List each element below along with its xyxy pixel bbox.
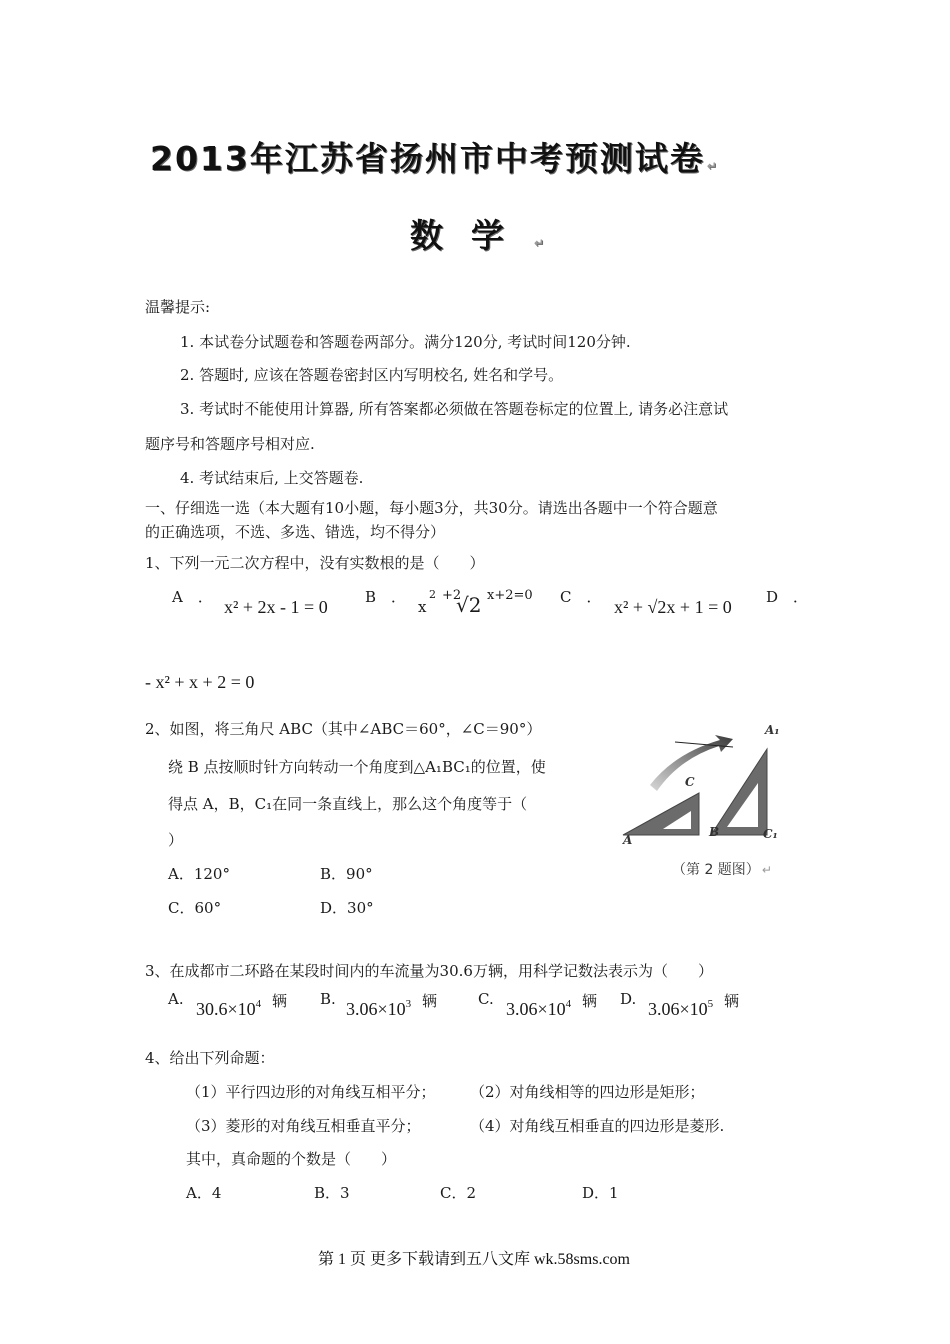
return-mark-icon: ↵ [761, 863, 772, 877]
q3-a-base: 30.6×10 [196, 999, 256, 1019]
page-subtitle [410, 210, 572, 257]
q3-option-b-unit: 辆 [422, 992, 438, 1010]
return-mark-icon: ↵ [706, 159, 719, 173]
sqrt-icon: √2 [456, 593, 482, 617]
q3-d-base: 3.06×10 [648, 999, 708, 1019]
question-2-line4: ） [168, 831, 184, 849]
q4-option-d: D．1 [582, 1184, 619, 1202]
q3-option-a-label: A. [168, 990, 184, 1008]
tip-item: 3. 考试时不能使用计算器, 所有答案都必须做在答题卷标定的位置上, 请务必注意试 [180, 400, 729, 418]
section-heading-cont: 的正确选项，不选、多选、错选，均不得分） [145, 523, 446, 541]
tip-item: 2. 答题时, 应该在答题卷密封区内写明校名, 姓名和学号。 [180, 366, 564, 384]
page-title [150, 133, 719, 180]
q1-b-exponent: 2 [429, 588, 436, 601]
title-text: 2013年江苏省扬州市中考预测试卷 [150, 139, 705, 178]
q3-option-c-label: C. [478, 990, 494, 1008]
question-4-stem: 4、给出下列命题： [145, 1049, 275, 1067]
tips-heading: 温馨提示: [145, 298, 211, 316]
figure-label-b: B [709, 825, 720, 839]
q3-option-a-expr [196, 998, 261, 1020]
q3-option-c-unit: 辆 [582, 992, 598, 1010]
return-mark-icon: ↵ [534, 236, 573, 250]
triangle-figure [615, 725, 795, 855]
subtitle-text: 数学 [410, 216, 532, 255]
q4-proposition-3: （3）菱形的对角线互相垂直平分； [186, 1117, 421, 1135]
q4-option-b: B．3 [314, 1184, 350, 1202]
tip-item: 1. 本试卷分试题卷和答题卷两部分。满分120分, 考试时间120分钟. [180, 333, 631, 351]
figure-label-a: A [623, 833, 633, 847]
question-2-line2: 绕 B 点按顺时针方向转动一个角度到△A₁BC₁的位置，使 [168, 758, 546, 776]
q2-option-c: C．60° [168, 899, 222, 917]
q4-ask: 其中，真命题的个数是（ ） [186, 1150, 397, 1168]
figure-caption-text: （第 2 题图） [672, 862, 760, 878]
figure-label-a1: A₁ [765, 723, 780, 737]
q1-option-a-label: A ． [172, 588, 213, 606]
q3-a-exp: 4 [255, 998, 262, 1010]
q3-c-base: 3.06×10 [506, 999, 566, 1019]
q1-b-plus: +2 [442, 588, 462, 603]
q1-option-a-expr: x² + 2x - 1 = 0 [224, 597, 328, 617]
q4-proposition-4: （4）对角线互相垂直的四边形是菱形. [470, 1117, 725, 1135]
q2-option-b: B．90° [320, 865, 373, 883]
section-heading: 一、仔细选一选（本大题有10小题，每小题3分，共30分。请选出各题中一个符合题意 [145, 499, 718, 517]
q1-option-d-expr: - x² + x + 2 = 0 [145, 672, 255, 692]
q3-b-base: 3.06×10 [346, 999, 406, 1019]
q3-option-c-expr [506, 998, 571, 1020]
figure-label-c1: C₁ [763, 827, 778, 841]
q3-option-b-expr [346, 998, 411, 1020]
q3-c-exp: 4 [565, 998, 572, 1010]
q1-b-base: x [418, 598, 427, 616]
q1-b-rest: x+2=0 [487, 588, 533, 603]
question-2-line1: 2、如图，将三角尺 ABC（其中∠ABC＝60°，∠C＝90°） [145, 720, 542, 738]
q4-proposition-2: （2）对角线相等的四边形是矩形； [470, 1083, 705, 1101]
q3-option-d-unit: 辆 [724, 992, 740, 1010]
figure-label-c: C [685, 775, 695, 789]
q2-option-d: D．30° [320, 899, 374, 917]
q3-option-a-unit: 辆 [272, 992, 288, 1010]
figure-caption [672, 859, 772, 879]
page-footer: 第 1 页 更多下载请到五八文库 wk.58sms.com [318, 1251, 631, 1268]
q2-option-a: A．120° [168, 865, 230, 883]
question-1-stem: 1、下列一元二次方程中，没有实数根的是（ ） [145, 554, 485, 572]
question-3-stem: 3、在成都市二环路在某段时间内的车流量为30.6万辆，用科学记数法表示为（ ） [145, 962, 713, 980]
q1-option-d-label: D ． [766, 588, 809, 606]
q3-option-b-label: B. [320, 990, 336, 1008]
q3-option-d-label: D. [620, 990, 637, 1008]
q4-option-c: C．2 [440, 1184, 477, 1202]
q1-option-c-label: C ． [560, 588, 602, 606]
q3-d-exp: 5 [707, 998, 714, 1010]
q1-option-c-expr: x² + √2x + 1 = 0 [614, 597, 732, 617]
q3-b-exp: 3 [405, 998, 412, 1010]
q3-option-d-expr [648, 998, 713, 1020]
q4-option-a: A．4 [186, 1184, 222, 1202]
q4-proposition-1: （1）平行四边形的对角线互相平分； [186, 1083, 436, 1101]
q1-option-b-label: B ． [365, 588, 407, 606]
tip-item: 4. 考试结束后, 上交答题卷. [180, 469, 364, 487]
tip-item: 题序号和答题序号相对应. [145, 435, 315, 453]
question-2-line3: 得点 A，B，C₁在同一条直线上，那么这个角度等于（ [168, 795, 528, 813]
